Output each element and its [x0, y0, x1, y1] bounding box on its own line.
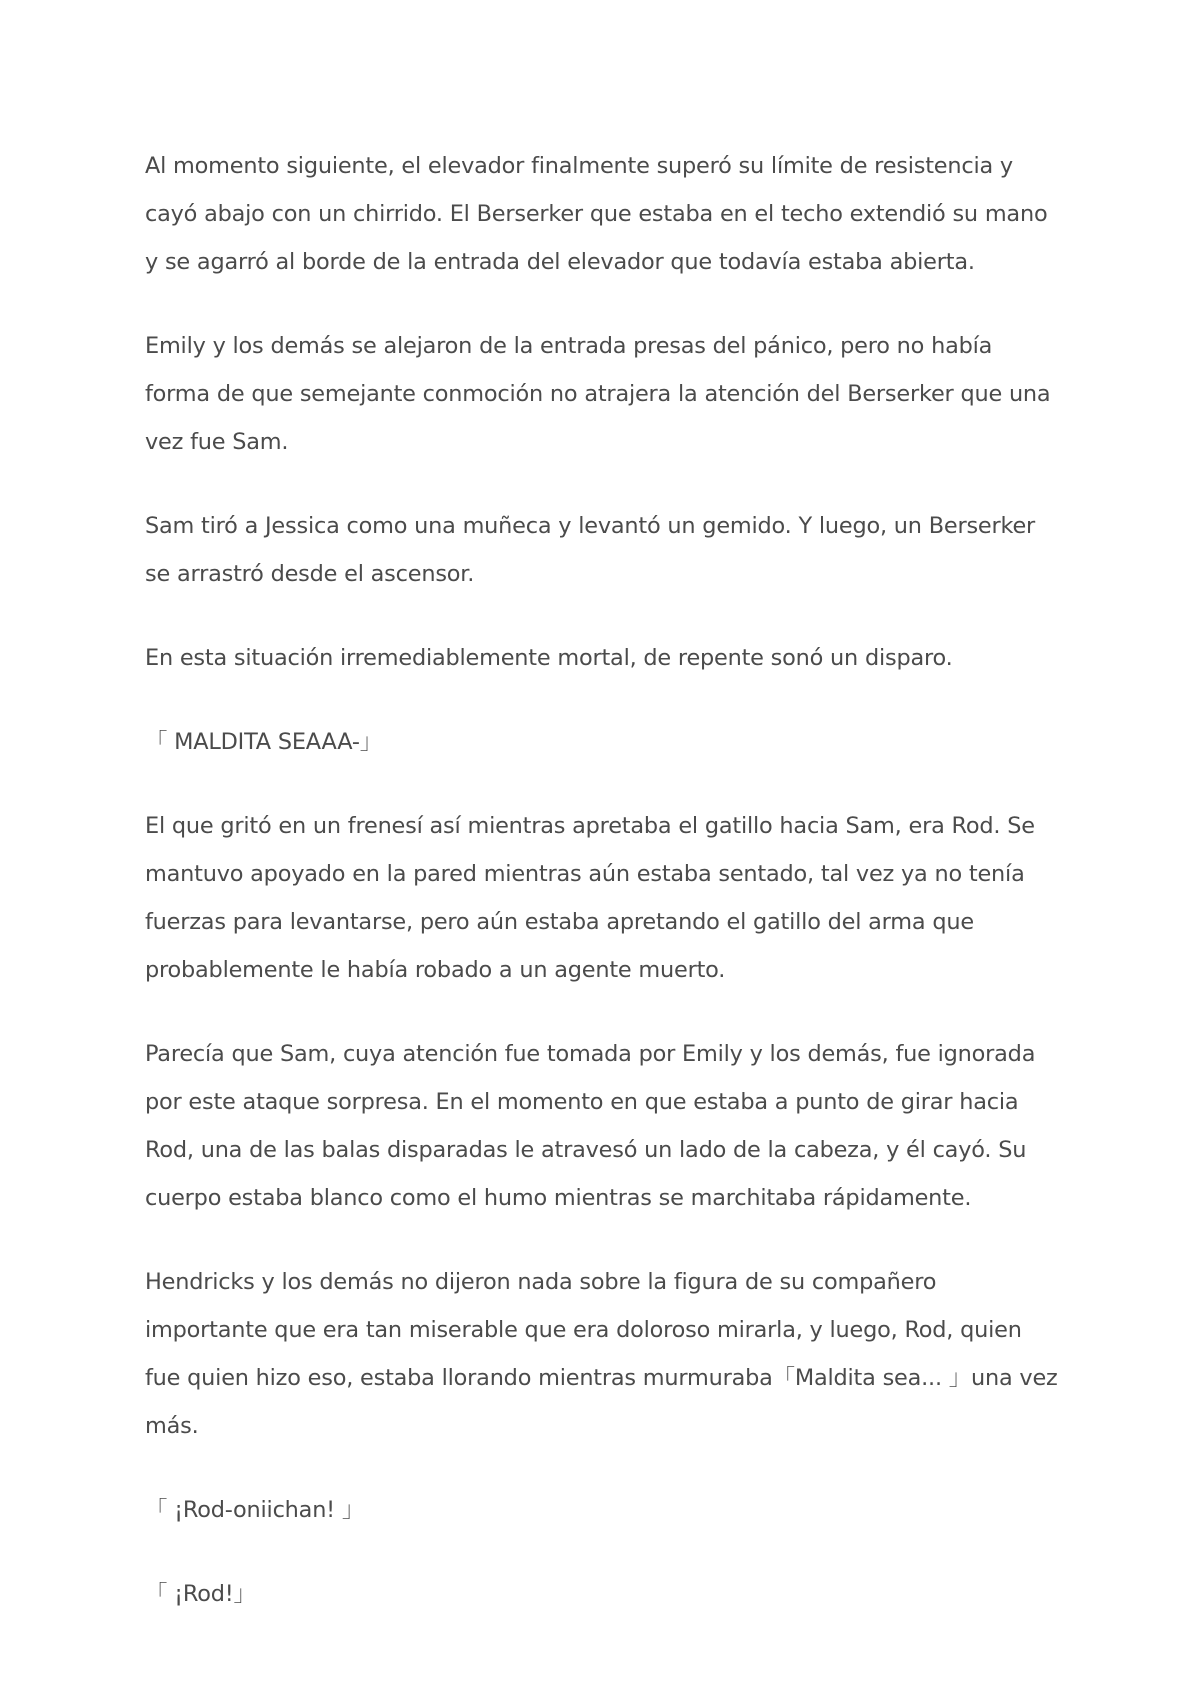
document-page: [145, 142, 1060, 1654]
paragraph: El que gritó en un frenesí así mientras apretaba el gatillo hacia Sam, era Rod. Se mantuvo apoyado en la pared mientras aún estaba sentado, tal vez ya no tenía fuerzas para levantarse, pero aún estaba apretando el gatillo del arma que probablemente le había robado a un agente muerto.: [145, 813, 1035, 983]
dialogue-line: 「 ¡Rod-oniichan! 」: [145, 1497, 365, 1523]
paragraph: Sam tiró a Jessica como una muñeca y levantó un gemido. Y luego, un Berserker se arrastró desde el ascensor.: [145, 513, 1036, 587]
paragraph: En esta situación irremediablemente mortal, de repente sonó un disparo.: [145, 645, 953, 671]
dialogue-line: 「 ¡Rod!」: [145, 1581, 256, 1607]
paragraph: Parecía que Sam, cuya atención fue tomada por Emily y los demás, fue ignorada por este ataque sorpresa. En el momento en que estaba a punto de girar hacia Rod, una de las balas disparadas le atravesó un lado de la cabeza, y él cayó. Su cuerpo estaba blanco como el humo mientras se marchitaba rápidamente.: [145, 1041, 1036, 1211]
paragraph: Hendricks y los demás no dijeron nada sobre la figura de su compañero importante que era tan miserable que era doloroso mirarla, y luego, Rod, quien fue quien hizo eso, estaba llorando mientras murmuraba「Maldita sea... 」una vez más.: [145, 1269, 1058, 1439]
dialogue-line: 「 MALDITA SEAAA-」: [145, 729, 382, 755]
paragraph: Emily y los demás se alejaron de la entrada presas del pánico, pero no había forma de que semejante conmoción no atrajera la atención del Berserker que una vez fue Sam.: [145, 333, 1051, 455]
paragraph: Al momento siguiente, el elevador finalmente superó su límite de resistencia y cayó abajo con un chirrido. El Berserker que estaba en el techo extendió su mano y se agarró al borde de la entrada del elevador que todavía estaba abierta.: [145, 153, 1048, 275]
